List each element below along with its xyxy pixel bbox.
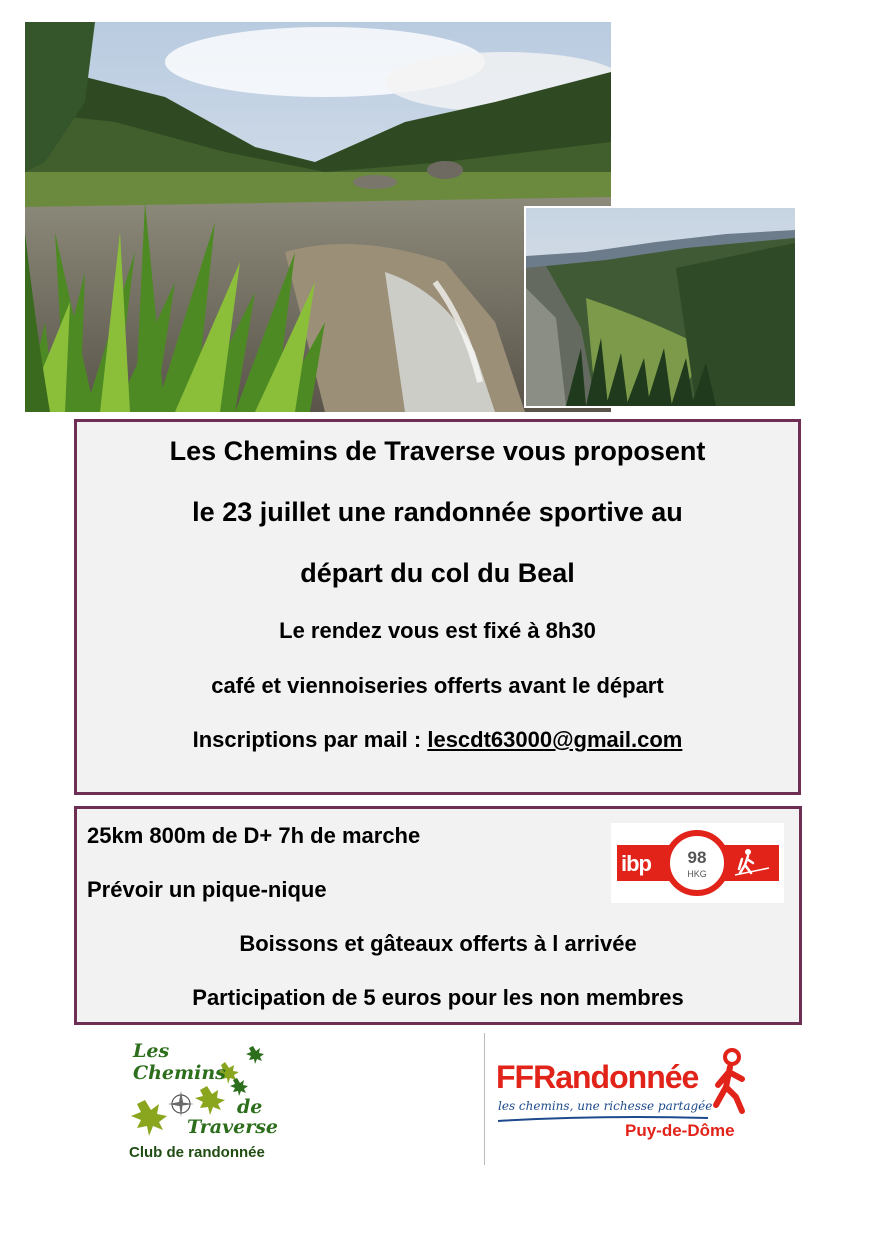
registration-line — [77, 727, 798, 753]
intro-line: Les Chemins de Traverse vous proposent — [169, 436, 706, 466]
ibp-index-logo — [611, 823, 784, 903]
breakfast-line: café et viennoiseries offerts avant le départ — [211, 673, 664, 698]
club-logo — [125, 1038, 285, 1168]
meeting-time-line: Le rendez vous est fixé à 8h30 — [279, 618, 596, 643]
club-word-les: Les — [133, 1040, 170, 1062]
ffrandonnee-logo — [490, 1045, 770, 1150]
mountain-stream-photo — [25, 22, 611, 412]
club-caption: Club de randonnée — [129, 1144, 265, 1161]
departure-line: départ du col du Beal — [300, 558, 575, 588]
ibp-brand: ibp — [621, 851, 651, 876]
club-word-chemins: Chemins — [133, 1062, 226, 1084]
ffr-tagline: les chemins, une richesse partagée — [498, 1099, 713, 1113]
ffr-title: FFRandonnée — [496, 1059, 699, 1095]
ffr-region: Puy-de-Dôme — [625, 1121, 735, 1140]
ibp-unit: HKG — [687, 869, 707, 879]
picnic-line: Prévoir un pique-nique — [87, 877, 327, 902]
hike-details-box — [74, 806, 802, 1025]
fee-line: Participation de 5 euros pour les non membres — [192, 985, 684, 1010]
hiker-icon — [704, 1047, 764, 1117]
logo-divider — [484, 1033, 485, 1165]
event-info-box — [74, 419, 801, 795]
date-line: le 23 juillet une randonnée sportive au — [192, 497, 683, 527]
registration-label: Inscriptions par mail : — [192, 727, 428, 752]
forest-valley-photo — [526, 208, 795, 406]
refreshments-line: Boissons et gâteaux offerts à l arrivée — [239, 931, 637, 956]
club-word-traverse: Traverse — [187, 1116, 279, 1138]
ibp-score: 98 — [687, 848, 707, 867]
email-link[interactable]: lescdt63000@gmail.com — [427, 727, 683, 752]
compass-rose-icon — [168, 1091, 194, 1117]
club-word-de: de — [237, 1096, 263, 1118]
distance-line: 25km 800m de D+ 7h de marche — [87, 823, 421, 848]
